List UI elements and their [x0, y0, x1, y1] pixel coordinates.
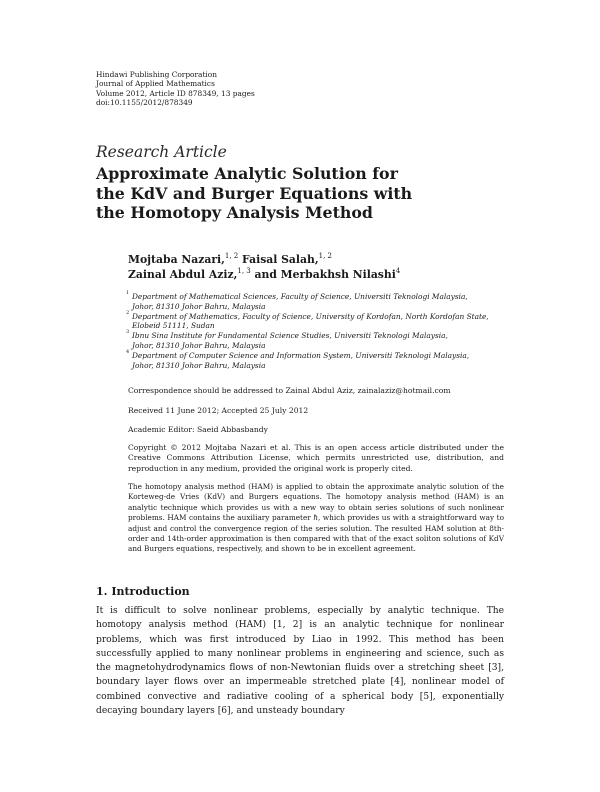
- author-affiliation-marker: 1, 2: [224, 252, 239, 260]
- author-line-2: [128, 268, 400, 283]
- copyright-notice: Copyright © 2012 Mojtaba Nazari et al. This is an open access article distributed under the Creative Commons Attribution License, which permits unrestricted use, distribution, and reproduction in any medium, provided the original work is properly cited.: [128, 443, 504, 473]
- abstract: [128, 482, 504, 555]
- title-line: the KdV and Burger Equations with: [96, 183, 413, 203]
- affiliation-number: 3: [126, 329, 130, 336]
- affiliation-text: Department of Computer Science and Information System, Universiti Teknologi Malaysia,: [132, 350, 470, 360]
- volume-line: Volume 2012, Article ID 878349, 13 pages: [96, 88, 255, 98]
- affiliation-list: [128, 292, 489, 370]
- author-affiliation-marker: 1, 3: [237, 266, 251, 275]
- received-accepted-dates: Received 11 June 2012; Accepted 25 July 2012: [128, 406, 309, 415]
- affiliation-text: Johor, 81310 Johor Bahru, Malaysia: [132, 340, 266, 350]
- journal-name: Journal of Applied Mathematics: [96, 79, 215, 89]
- affiliation-number: 2: [126, 309, 130, 316]
- affiliation-text: Johor, 81310 Johor Bahru, Malaysia: [132, 301, 266, 311]
- affiliation-text: Elobeid 51111, Sudan: [132, 321, 215, 331]
- publisher-line: Hindawi Publishing Corporation: [96, 70, 217, 79]
- affiliation-item: [128, 292, 489, 312]
- author-list: [128, 253, 400, 282]
- affiliation-text: Johor, 81310 Johor Bahru, Malaysia: [132, 360, 266, 370]
- author-conjunction: and: [254, 267, 277, 281]
- paper-title: [96, 164, 412, 223]
- journal-header: [96, 70, 255, 108]
- author-name: Merbakhsh Nilashi: [280, 267, 396, 281]
- affiliation-item: [126, 309, 489, 332]
- article-type: Research Article: [96, 143, 227, 161]
- title-line: the Homotopy Analysis Method: [96, 203, 373, 222]
- abstract-text: The homotopy analysis method (HAM) is applied to obtain the approximate analytic solution of the Korteweg-de Vries (KdV) and Burgers equations. The homotopy analysis method (HAM) is an analytic technique which provides us with a new way to obtain series solutions of such nonlinear problems. HAM contains the auxiliary parameter: [128, 482, 504, 523]
- author-name: Faisal Salah,: [242, 253, 319, 266]
- author-affiliation-marker: 1, 2: [318, 252, 332, 260]
- affiliation-text: Ibnu Sina Institute for Fundamental Science Studies, Universiti Teknologi Malaysia,: [132, 331, 448, 341]
- affiliation-item: [126, 348, 489, 371]
- academic-editor: Academic Editor: Saeid Abbasbandy: [128, 425, 268, 434]
- abstract-text: , which provides us with a straightforward way to adjust and control the convergence region of the series solution. The resulted HAM solution at 8th-order and 14th-order approximation is then compared with that of the exact soliton solutions of KdV and Burgers equations, respectively, and shown to be in excellent agreement.: [128, 513, 504, 554]
- doi-line: doi:10.1155/2012/878349: [96, 98, 193, 108]
- correspondence-note: Correspondence should be addressed to Zainal Abdul Aziz, zainalaziz@hotmail.com: [128, 386, 451, 395]
- affiliation-text: Department of Mathematics, Faculty of Science, University of Kordofan, North Kordofan State,: [132, 311, 489, 321]
- author-line-1: [128, 253, 400, 268]
- affiliation-item: [128, 331, 489, 351]
- affiliation-number: 4: [126, 348, 130, 355]
- introduction-paragraph: It is difficult to solve nonlinear problems, especially by analytic technique. The homotopy analysis method (HAM) [1, 2] is an analytic technique for nonlinear problems, which was first introduced by Liao in 1992. This method has been successfully applied to many nonlinear problems in engineering and science, such as the magnetohydrodynamics flows of non-Newtonian fluids over a stretching sheet [3], boundary layer flows over an impermeable stretched plate [4], nonlinear model of combined convective and radiative cooling of a spherical body [5], exponentially decaying boundary layers [6], and unsteady boundary: [96, 606, 504, 717]
- title-line: Approximate Analytic Solution for: [96, 164, 398, 183]
- author-name: Zainal Abdul Aziz,: [128, 267, 238, 281]
- author-name: Mojtaba Nazari,: [128, 253, 225, 266]
- hbar-symbol: ħ: [313, 513, 319, 523]
- author-affiliation-marker: 4: [395, 266, 401, 275]
- affiliation-text: Department of Mathematical Sciences, Faculty of Science, Universiti Teknologi Malaysia,: [132, 292, 468, 301]
- section-heading: 1. Introduction: [96, 585, 190, 598]
- affiliation-number: 1: [126, 290, 130, 296]
